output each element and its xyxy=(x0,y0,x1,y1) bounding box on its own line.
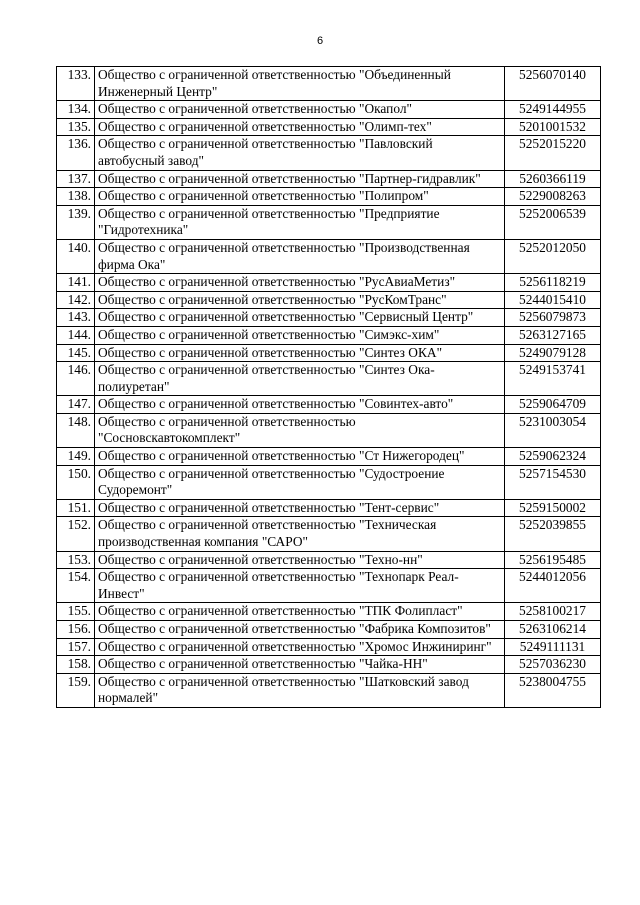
organization-name: Общество с ограниченной ответственностью "Предприятие "Гидротехника" xyxy=(95,205,505,239)
table-row xyxy=(57,291,601,309)
organization-name: Общество с ограниченной ответственностью "Окапол" xyxy=(95,101,505,119)
inn-number: 5229008263 xyxy=(505,188,601,206)
table-row xyxy=(57,656,601,674)
table-row xyxy=(57,118,601,136)
row-number: 133. xyxy=(57,67,95,101)
organization-name: Общество с ограниченной ответственностью "РусАвиаМетиз" xyxy=(95,274,505,292)
inn-number: 5252006539 xyxy=(505,205,601,239)
row-number: 139. xyxy=(57,205,95,239)
table-row xyxy=(57,170,601,188)
inn-number: 5260366119 xyxy=(505,170,601,188)
table-row xyxy=(57,569,601,603)
inn-number: 5259150002 xyxy=(505,499,601,517)
inn-number: 5252012050 xyxy=(505,239,601,273)
row-number: 145. xyxy=(57,344,95,362)
row-number: 134. xyxy=(57,101,95,119)
row-number: 150. xyxy=(57,465,95,499)
row-number: 138. xyxy=(57,188,95,206)
organization-name: Общество с ограниченной ответственностью "Техно-нн" xyxy=(95,551,505,569)
organization-name: Общество с ограниченной ответственностью "Тент-сервис" xyxy=(95,499,505,517)
row-number: 141. xyxy=(57,274,95,292)
inn-number: 5244012056 xyxy=(505,569,601,603)
inn-number: 5249153741 xyxy=(505,362,601,396)
inn-number: 5263127165 xyxy=(505,326,601,344)
inn-number: 5249144955 xyxy=(505,101,601,119)
row-number: 152. xyxy=(57,517,95,551)
table-row xyxy=(57,603,601,621)
organization-name: Общество с ограниченной ответственностью "Полипром" xyxy=(95,188,505,206)
organization-name: Общество с ограниченной ответственностью "Хромос Инжиниринг" xyxy=(95,638,505,656)
organization-name: Общество с ограниченной ответственностью "ТПК Фолипласт" xyxy=(95,603,505,621)
table-row xyxy=(57,673,601,707)
table-row xyxy=(57,413,601,447)
row-number: 136. xyxy=(57,136,95,170)
row-number: 140. xyxy=(57,239,95,273)
row-number: 143. xyxy=(57,309,95,327)
organization-name: Общество с ограниченной ответственностью "Павловский автобусный завод" xyxy=(95,136,505,170)
row-number: 154. xyxy=(57,569,95,603)
inn-number: 5244015410 xyxy=(505,291,601,309)
inn-number: 5249111131 xyxy=(505,638,601,656)
table-row xyxy=(57,101,601,119)
table-row xyxy=(57,136,601,170)
organization-name: Общество с ограниченной ответственностью "Синтез Ока-полиуретан" xyxy=(95,362,505,396)
table-row xyxy=(57,205,601,239)
table-row xyxy=(57,67,601,101)
inn-number: 5258100217 xyxy=(505,603,601,621)
table-row xyxy=(57,638,601,656)
table-row xyxy=(57,517,601,551)
organization-name: Общество с ограниченной ответственностью "Синтез ОКА" xyxy=(95,344,505,362)
page-number: 6 xyxy=(316,35,324,47)
organization-name: Общество с ограниченной ответственностью "Совинтех-авто" xyxy=(95,396,505,414)
table-row xyxy=(57,309,601,327)
row-number: 137. xyxy=(57,170,95,188)
organization-name: Общество с ограниченной ответственностью "Ст Нижегородец" xyxy=(95,448,505,466)
table-row xyxy=(57,239,601,273)
organization-name: Общество с ограниченной ответственностью "Сервисный Центр" xyxy=(95,309,505,327)
inn-number: 5252039855 xyxy=(505,517,601,551)
organization-name: Общество с ограниченной ответственностью "Судостроение Судоремонт" xyxy=(95,465,505,499)
row-number: 144. xyxy=(57,326,95,344)
table-row xyxy=(57,326,601,344)
organizations-table xyxy=(56,66,601,708)
row-number: 153. xyxy=(57,551,95,569)
row-number: 147. xyxy=(57,396,95,414)
inn-number: 5259062324 xyxy=(505,448,601,466)
table-row xyxy=(57,499,601,517)
row-number: 142. xyxy=(57,291,95,309)
inn-number: 5238004755 xyxy=(505,673,601,707)
organization-name: Общество с ограниченной ответственностью "Технопарк Реал-Инвест" xyxy=(95,569,505,603)
table-row xyxy=(57,551,601,569)
organization-name: Общество с ограниченной ответственностью "Сосновскавтокомплект" xyxy=(95,413,505,447)
organization-name: Общество с ограниченной ответственностью "Фабрика Композитов" xyxy=(95,621,505,639)
organization-name: Общество с ограниченной ответственностью "Объединенный Инженерный Центр" xyxy=(95,67,505,101)
row-number: 146. xyxy=(57,362,95,396)
table-row xyxy=(57,344,601,362)
inn-number: 5257036230 xyxy=(505,656,601,674)
table-row xyxy=(57,396,601,414)
row-number: 159. xyxy=(57,673,95,707)
table-row xyxy=(57,621,601,639)
table-body xyxy=(57,67,601,708)
row-number: 135. xyxy=(57,118,95,136)
inn-number: 5231003054 xyxy=(505,413,601,447)
organization-name: Общество с ограниченной ответственностью "Симэкс-хим" xyxy=(95,326,505,344)
inn-number: 5259064709 xyxy=(505,396,601,414)
inn-number: 5257154530 xyxy=(505,465,601,499)
organization-name: Общество с ограниченной ответственностью "Техническая производственная компания "САРО" xyxy=(95,517,505,551)
row-number: 155. xyxy=(57,603,95,621)
row-number: 149. xyxy=(57,448,95,466)
organization-name: Общество с ограниченной ответственностью "Партнер-гидравлик" xyxy=(95,170,505,188)
organization-name: Общество с ограниченной ответственностью "РусКомТранс" xyxy=(95,291,505,309)
row-number: 157. xyxy=(57,638,95,656)
inn-number: 5256118219 xyxy=(505,274,601,292)
organization-name: Общество с ограниченной ответственностью "Шатковский завод нормалей" xyxy=(95,673,505,707)
table-row xyxy=(57,362,601,396)
row-number: 151. xyxy=(57,499,95,517)
table-row xyxy=(57,188,601,206)
table-row xyxy=(57,465,601,499)
inn-number: 5249079128 xyxy=(505,344,601,362)
inn-number: 5256079873 xyxy=(505,309,601,327)
inn-number: 5256195485 xyxy=(505,551,601,569)
inn-number: 5252015220 xyxy=(505,136,601,170)
inn-number: 5263106214 xyxy=(505,621,601,639)
inn-number: 5256070140 xyxy=(505,67,601,101)
inn-number: 5201001532 xyxy=(505,118,601,136)
organization-name: Общество с ограниченной ответственностью "Чайка-НН" xyxy=(95,656,505,674)
row-number: 156. xyxy=(57,621,95,639)
row-number: 148. xyxy=(57,413,95,447)
table-row xyxy=(57,448,601,466)
row-number: 158. xyxy=(57,656,95,674)
organization-name: Общество с ограниченной ответственностью "Олимп-тех" xyxy=(95,118,505,136)
organization-name: Общество с ограниченной ответственностью "Производственная фирма Ока" xyxy=(95,239,505,273)
table-row xyxy=(57,274,601,292)
